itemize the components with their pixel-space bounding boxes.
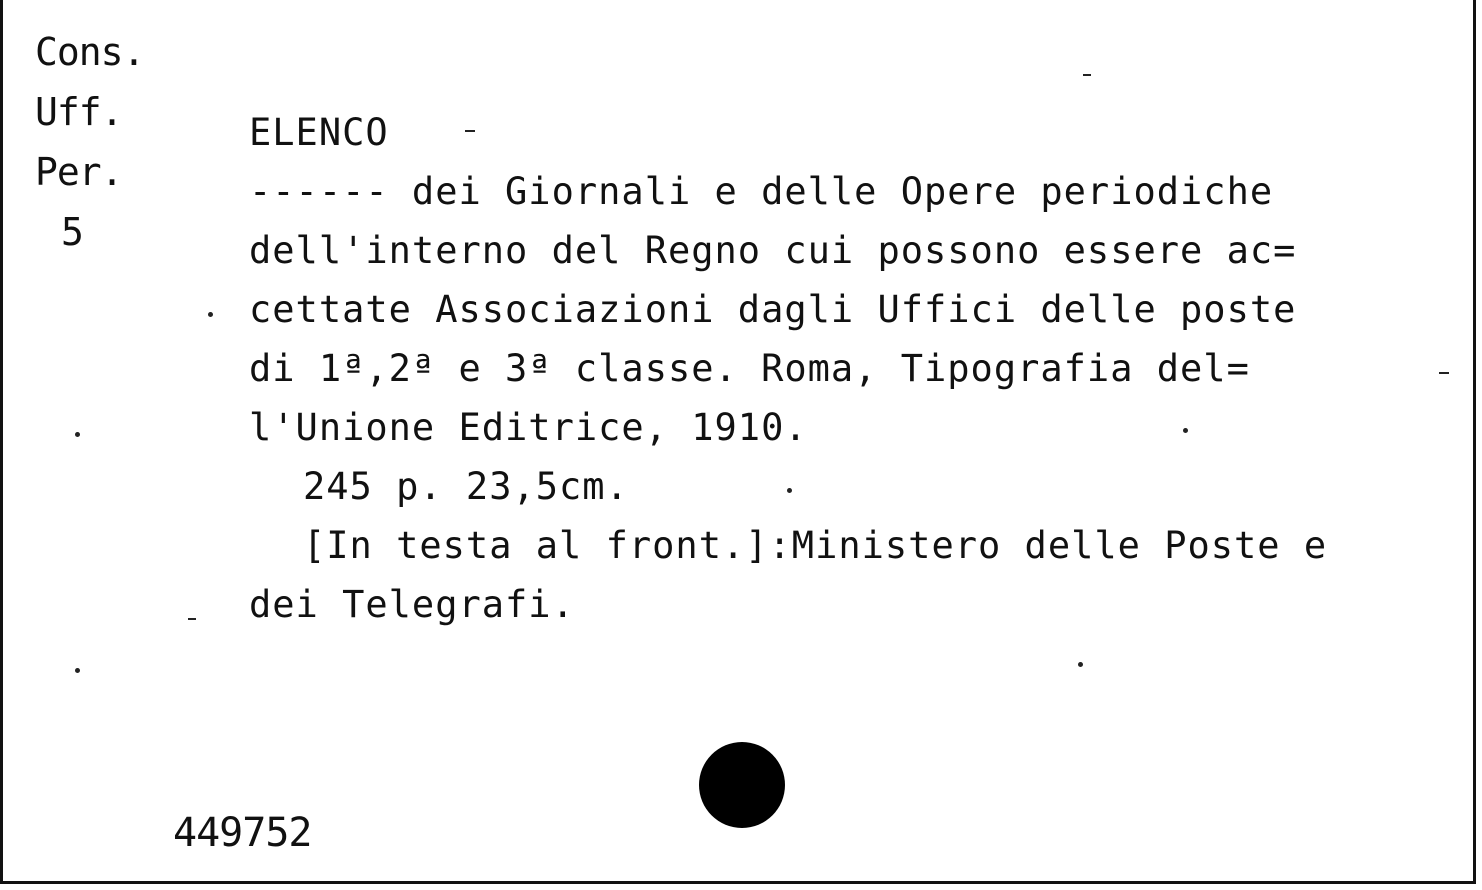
scan-mark xyxy=(1439,372,1449,374)
entry-note-line-2: dei Telegrafi. xyxy=(249,583,575,626)
accession-number: 449752 xyxy=(173,810,312,856)
entry-heading: ELENCO xyxy=(249,111,389,154)
entry-title-line-2: dell'interno del Regno cui possono essere ac= xyxy=(249,229,1297,272)
shelfmark-line-4: 5 xyxy=(61,210,83,254)
scan-mark xyxy=(465,130,475,132)
entry-title-line-4: di 1ª,2ª e 3ª classe. Roma, Tipografia del= xyxy=(249,347,1250,390)
punch-hole xyxy=(699,742,785,828)
shelfmark-line-3: Per. xyxy=(35,150,123,194)
bibliographic-entry xyxy=(249,103,1327,634)
scan-mark xyxy=(1083,74,1091,76)
scan-speck xyxy=(1183,428,1188,433)
entry-title-line-3: cettate Associazioni dagli Uffici delle poste xyxy=(249,288,1297,331)
scan-speck xyxy=(1078,662,1083,667)
scan-speck xyxy=(787,488,792,493)
entry-imprint-line: l'Unione Editrice, 1910. xyxy=(249,406,808,449)
scan-speck xyxy=(208,312,213,317)
scan-speck xyxy=(75,668,80,673)
entry-collation: 245 p. 23,5cm. xyxy=(303,465,629,508)
scan-speck xyxy=(75,432,80,437)
shelfmark-line-2: Uff. xyxy=(35,90,123,134)
shelfmark-line-1: Cons. xyxy=(35,30,145,74)
entry-title-line-1: ------ dei Giornali e delle Opere periodiche xyxy=(249,170,1274,213)
shelfmark xyxy=(35,22,144,262)
entry-note-line-1: [In testa al front.]:Ministero delle Poste e xyxy=(303,524,1328,567)
scan-mark xyxy=(188,618,196,620)
